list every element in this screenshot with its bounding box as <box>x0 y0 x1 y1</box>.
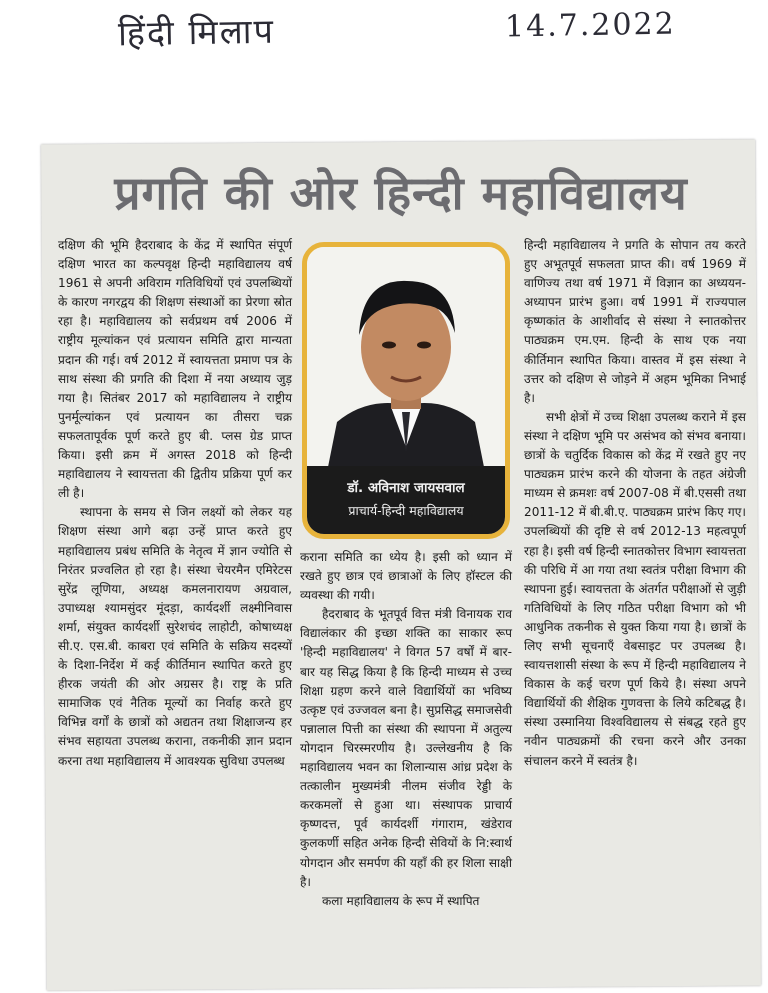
principal-photo <box>302 242 510 539</box>
column-1-paragraph: स्थापना के समय से जिन लक्ष्यों को लेकर यह शिक्षण संस्था आगे बढ़ा उन्हें प्राप्त करते हुए महाविद्यालय प्रबंध समिति के नेतृत्व में ज्ञान ज्योति से निरंतर प्रज्वलित हो रहा है। संस्था चेयरमैन एमिरेटस सुरेंद्र लूणिया, अध्यक्ष कमलनारायण अग्रवाल, उपाध्यक्ष श्यामसुंदर मूंदड़ा, कार्यदर्शी लक्ष्मीनिवास शर्मा, संयुक्त कार्यदर्शी सुरेशचंद लाहोटी, कोषाध्यक्ष सी.ए. एस.बी. काबरा एवं समिति के सक्रिय सदस्यों के दिशा-निर्देश में कई कीर्तिमान स्थापित करते हुए हीरक जयंती की ओर अग्रसर है। राष्ट्र के प्रति सामाजिक एवं नैतिक मूल्यों का निर्वाह करते हुए विभिन्न वर्गों के छात्रों को अद्यतन तथा शिक्षाजन्य हर संभव सहायता उपलब्ध कराना, तकनीकी ज्ञान प्रदान करना तथा महाविद्यालय में आवश्यक सुविधा उपलब्ध <box>58 505 292 768</box>
article-column-2 <box>300 548 512 911</box>
column-3-paragraph: हिन्दी महाविद्यालय ने प्रगति के सोपान तय करते हुए अभूतपूर्व सफलता प्राप्त की। वर्ष 1969 में वाणिज्य तथा वर्ष 1971 में विज्ञान का अध्ययन-अध्यापन प्रारंभ हुआ। वर्ष 1991 में राज्यपाल कृष्णकांत के आशीर्वाद से संस्था ने स्नातकोत्तर पाठ्यक्रम एम.एम. हिन्दी के साथ एक नया कीर्तिमान स्थापित किया। वास्तव में इस संस्था ने उत्तर को दक्षिण से जोड़ने में अहम भूमिका निभाई है। <box>524 238 746 405</box>
portrait-illustration <box>307 247 505 472</box>
handwritten-newspaper-name: हिंदी मिलाप <box>117 11 276 55</box>
photo-caption <box>307 466 505 534</box>
column-1-paragraph: दक्षिण की भूमि हैदराबाद के केंद्र में स्थापित संपूर्ण दक्षिण भारत का कल्पवृक्ष हिन्दी महाविद्यालय वर्ष 1961 से अपनी अविराम गतिविधियों एवं उपलब्धियों के कारण नगरद्वय की शिक्षण संस्थाओं का प्रेरणा स्रोत रहा है। महाविद्यालय को सर्वप्रथम वर्ष 2006 में राष्ट्रीय मूल्यांकन एवं प्रत्यायन समिति द्वारा मान्यता प्रदान की गई। वर्ष 2012 में स्वायत्तता प्रमाण पत्र के साथ संस्था की प्रगति की दिशा में नया अध्याय जुड़ गया है। सितंबर 2017 को महाविद्यालय ने राष्ट्रीय पुनर्मूल्यांकन एवं प्रत्यायन का तीसरा चक्र सफलतापूर्वक पूर्ण करते हुए बी. प्लस ग्रेड प्राप्त किया। इसी क्रम में अगस्त 2018 को हिन्दी महाविद्यालय ने स्वायत्तता की द्वितीय प्रक्रिया पूर्ण कर ली है। <box>58 238 292 501</box>
handwritten-date: 14.7.2022 <box>504 6 676 45</box>
column-2-paragraph: कराना समिति का ध्येय है। इसी को ध्यान में रखते हुए छात्र एवं छात्राओं के लिए हॉस्टल की व्यवस्था की गयी। <box>300 550 512 603</box>
article-column-3 <box>524 236 746 771</box>
article-headline: प्रगति की ओर हिन्दी महाविद्यालय <box>114 166 688 220</box>
column-3-paragraph: सभी क्षेत्रों में उच्च शिक्षा उपलब्ध कराने में इस संस्था ने दक्षिण भूमि पर असंभव को संभव बनाया। छात्रों के चतुर्दिक विकास को केंद्र में रखते हुए नए पाठ्यक्रम प्रारंभ करने की योजना के तहत अंग्रेजी माध्यम से क्रमशः वर्ष 2007-08 में बी.एससी तथा 2011-12 में बी.बी.ए. पाठ्यक्रम प्रारंभ किए गए। उपलब्धियों की दृष्टि से वर्ष 2012-13 महत्वपूर्ण रहा है। इसी वर्ष हिन्दी स्नातकोत्तर विभाग स्वायत्तता की परिधि में आ गया तथा स्वतंत्र परीक्षा विभाग की स्थापना हुई। स्वायत्तता के अंतर्गत परीक्षाओं से जुड़ी गतिविधियों के लिए गठित परीक्षा विभाग को भी आधुनिक तकनीक से युक्त किया गया है। छात्रों के लिए सभी सूचनाएँ वेबसाइट पर उपलब्ध है। स्वायत्तशासी संस्था के रूप में हिन्दी महाविद्यालय ने विकास के कई चरण पूर्ण किये है। संस्था अपने विद्यार्थियों की शैक्षिक गुणवत्ता के लिये कटिबद्ध है। संस्था उस्मानिया विश्वविद्यालय से संबद्ध रहते हुए नवीन पाठ्यक्रमों की रचना करने और उनका संचालन करने में स्वतंत्र है। <box>524 409 746 768</box>
article-column-1 <box>58 236 292 771</box>
caption-title: प्राचार्य-हिन्दी महाविद्यालय <box>348 503 464 518</box>
column-2-paragraph: हैदराबाद के भूतपूर्व वित्त मंत्री विनायक राव विद्यालंकार की इच्छा शक्ति का साकार रूप 'हिन्दी महाविद्यालय' ने विगत 57 वर्षों में बार-बार यह सिद्ध किया है कि हिन्दी माध्यम से उच्च शिक्षा ग्रहण करने वाले विद्यार्थियों का भविष्य उत्कृष्ट एवं उज्जवल बना है। सुप्रसिद्ध समाजसेवी पन्नालाल पित्ती का संस्था की स्थापना में अतुल्य योगदान चिरस्मरणीय है। उल्लेखनीय है कि महाविद्यालय भवन का शिलान्यास आंध्र प्रदेश के तत्कालीन मुख्यमंत्री नीलम संजीव रेड्डी के करकमलों से हुआ था। संस्थापक प्राचार्य कृष्णदत्त, पूर्व कार्यदर्शी गंगाराम, खंडेराव कुलकर्णी सहित अनेक हिन्दी सेवियों के नि:स्वार्थ योगदान और समर्पण की यहाँ की हर शिला साक्षी है। <box>300 607 512 889</box>
column-2-paragraph: कला महाविद्यालय के रूप में स्थापित <box>322 893 480 908</box>
caption-name: डॉ. अविनाश जायसवाल <box>347 480 465 496</box>
